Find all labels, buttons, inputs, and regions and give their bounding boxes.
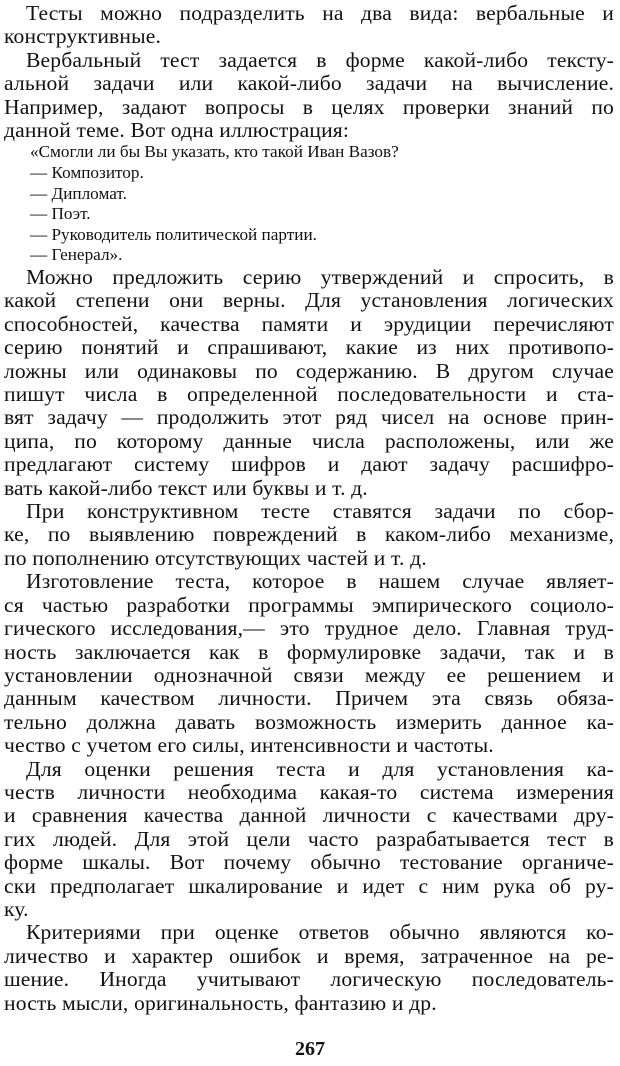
text-line: ски предполагает шкалирование и идет с ним рука об ру-	[4, 873, 614, 898]
text-line: При конструктивном тесте ставятся задачи по сбор-	[26, 499, 614, 524]
text-line: пишут числа в определенной последовательности и ста-	[4, 382, 614, 407]
text-line: тельно должна давать возможность измерить данное ка-	[4, 709, 614, 734]
text-line: гического исследования,— это трудное дело. Главная труд-	[4, 616, 614, 641]
text-line: ку.	[4, 896, 29, 921]
text-line: предлагают систему шифров и дают задачу расшифро-	[4, 452, 614, 477]
text-line: гих людей. Для этой цели часто разрабатывается тест в	[4, 826, 614, 851]
text-line: по пополнению отсутствующих частей и т. д.	[4, 545, 427, 570]
text-line: Вербальный тест задается в форме какой-либо тексту-	[26, 47, 614, 72]
text-line: Изготовление теста, которое в нашем случае являет-	[26, 569, 614, 594]
paragraph-1	[4, 2, 614, 49]
text-line: и сравнения качества данной личности с качествами дру-	[4, 803, 614, 828]
text-line: конструктивные.	[4, 24, 162, 49]
page-number: 267	[295, 1038, 325, 1060]
paragraph-4	[4, 500, 614, 570]
paragraph-2	[4, 49, 614, 143]
text-line: чество с учетом его силы, интенсивности и частоты.	[4, 733, 494, 758]
text-line: честв личности необходима какая-то система измерения	[4, 779, 614, 804]
text-line: Для оценки решения теста и для установления ка-	[26, 756, 614, 781]
text-line: личество и характер ошибок и время, затраченное на ре-	[4, 943, 614, 968]
text-line: ке, по выявлению повреждений в каком-либо механизме,	[4, 522, 614, 547]
text-line: какой степени они верны. Для установления логических	[4, 288, 614, 313]
text-line: способностей, качества памяти и эрудиции перечисляют	[4, 311, 614, 336]
paragraph-7	[4, 921, 614, 1015]
paragraph-5	[4, 570, 614, 757]
text-line: ся частью разработки программы эмпирического социоло-	[4, 592, 614, 617]
quote-line: — Поэт.	[30, 204, 91, 224]
paragraph-6	[4, 758, 614, 922]
page-body	[4, 2, 614, 1015]
text-line: серию понятий и спрашивают, какие из них противопо-	[4, 335, 614, 360]
quote-block	[4, 142, 614, 266]
text-line: ципа, по которому данные числа расположены, или же	[4, 428, 614, 453]
text-line: вят задачу — продолжить этот ряд чисел на основе прин-	[4, 405, 614, 430]
text-line: данной теме. Вот одна иллюстрация:	[4, 118, 350, 143]
text-line: Можно предложить серию утверждений и спросить, в	[26, 265, 614, 289]
quote-line: — Дипломат.	[30, 183, 127, 203]
paragraph-3	[4, 266, 614, 500]
text-line: ность заключается как в формулировке задачи, так и в	[4, 639, 614, 664]
quote-line: «Смогли ли бы Вы указать, кто такой Иван Вазов?	[30, 142, 399, 162]
text-line: ложны или одинаковы по содержанию. В другом случае	[4, 358, 614, 383]
text-line: Критериями при оценке ответов обычно являются ко-	[26, 920, 614, 945]
text-line: установлении однозначной связи между ее решением и	[4, 662, 614, 687]
quote-line: — Композитор.	[30, 163, 144, 183]
text-line: ность мысли, оригинальность, фантазию и др.	[4, 990, 437, 1015]
text-line: Например, задают вопросы в целях проверки знаний по	[4, 94, 614, 119]
quote-line: — Генерал».	[30, 245, 123, 265]
text-line: альной задачи или какой-либо задачи на вычисление.	[4, 71, 614, 96]
text-line: форме шкалы. Вот почему обычно тестование органиче-	[4, 850, 614, 875]
quote-line: — Руководитель политической партии.	[30, 224, 317, 244]
text-line: Тесты можно подразделить на два вида: вербальные и	[26, 1, 614, 25]
text-line: вать какой-либо текст или буквы и т. д.	[4, 475, 368, 500]
text-line: шение. Иногда учитывают логическую последователь-	[4, 967, 614, 992]
text-line: данным качеством личности. Причем эта связь обяза-	[4, 686, 614, 711]
